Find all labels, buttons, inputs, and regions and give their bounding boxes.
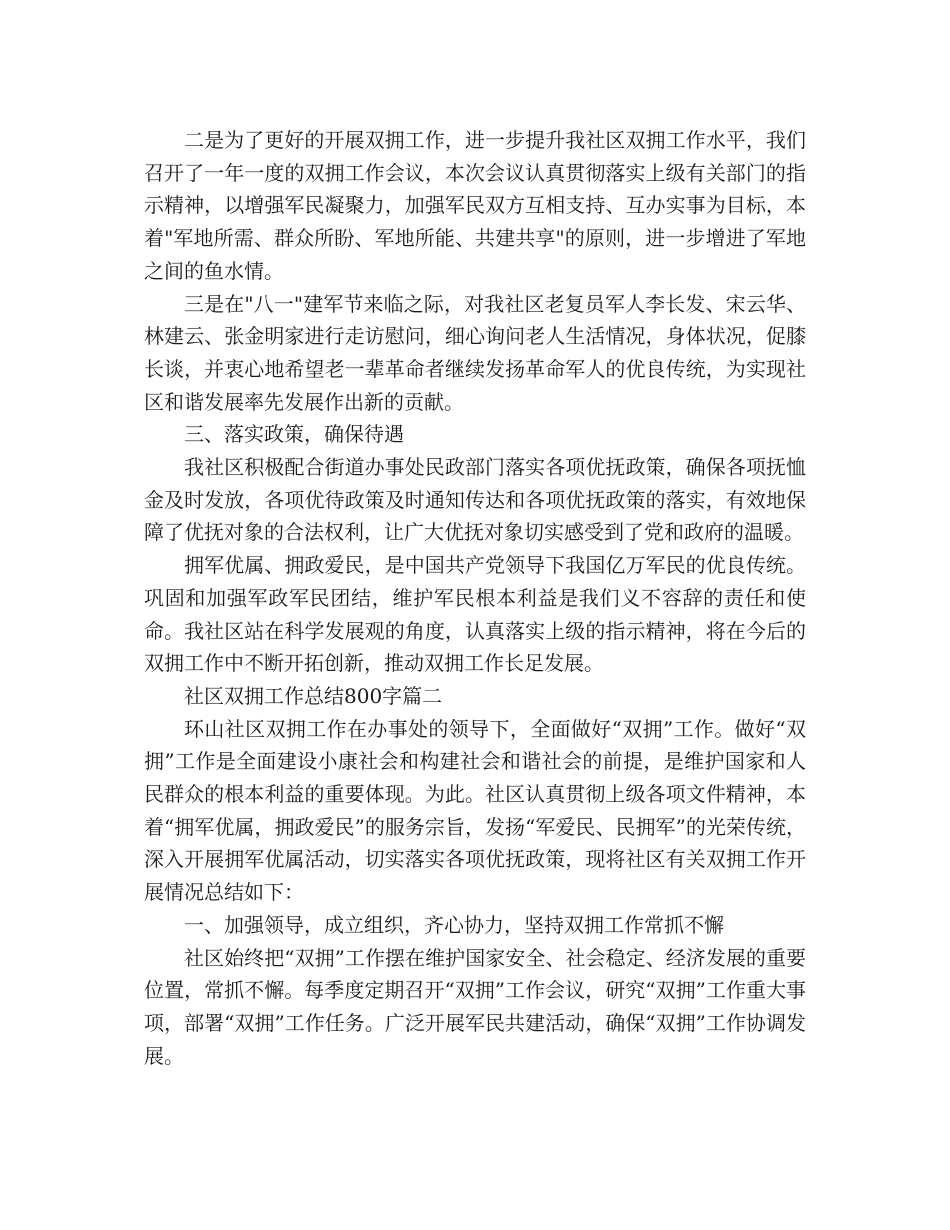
article-title-part-two: 社区双拥工作总结800字篇二 [184, 683, 443, 708]
paragraph-2: 三是在"八一"建军节来临之际，对我社区老复员军人李长发、宋云华、林建云、张金明家进行走访慰问，细心询问老人生活情况，身体状况，促膝长谈，并衷心地希望老一辈革命者继续发扬革命军人的优良传统，为实现社区和谐发展率先发展作出新的贡献。 [144, 291, 806, 414]
document-body [144, 124, 806, 1072]
paragraph-3: 我社区积极配合街道办事处民政部门落实各项优抚政策，确保各项抚恤金及时发放，各项优待政策及时通知传达和各项优抚政策的落实，有效地保障了优抚对象的合法权利，让广大优抚对象切实感受到了党和政府的温暖。 [144, 455, 806, 545]
section-heading-leadership: 一、加强领导，成立组织，齐心协力，坚持双拥工作常抓不懈 [184, 912, 724, 937]
paragraph-4: 拥军优属、拥政爱民，是中国共产党领导下我国亿万军民的优良传统。巩固和加强军政军民团结，维护军民根本利益是我们义不容辞的责任和使命。我社区站在科学发展观的角度，认真落实上级的指示精神，将在今后的双拥工作中不断开拓创新，推动双拥工作长足发展。 [144, 553, 806, 676]
paragraph-6: 社区始终把“双拥”工作摆在维护国家安全、社会稳定、经济发展的重要位置，常抓不懈。每季度定期召开“双拥”工作会议，研究“双拥”工作重大事项，部署“双拥”工作任务。广泛开展军民共建活动，确保“双拥”工作协调发展。 [144, 945, 806, 1068]
section-heading-policy: 三、落实政策，确保待遇 [184, 422, 404, 447]
paragraph-5: 环山社区双拥工作在办事处的领导下，全面做好“双拥”工作。做好“双拥”工作是全面建设小康社会和构建社会和谐社会的前提，是维护国家和人民群众的根本利益的重要体现。为此。社区认真贯彻上级各项文件精神，本着“拥军优属，拥政爱民”的服务宗旨，发扬“军爱民、民拥军”的光荣传统，深入开展拥军优属活动，切实落实各项优抚政策，现将社区有关双拥工作开展情况总结如下： [144, 716, 806, 905]
paragraph-1: 二是为了更好的开展双拥工作，进一步提升我社区双拥工作水平，我们召开了一年一度的双拥工作会议，本次会议认真贯彻落实上级有关部门的指示精神，以增强军民凝聚力，加强军民双方互相支持、互办实事为目标，本着"军地所需、群众所盼、军地所能、共建共享"的原则，进一步增进了军地之间的鱼水情。 [144, 128, 806, 283]
